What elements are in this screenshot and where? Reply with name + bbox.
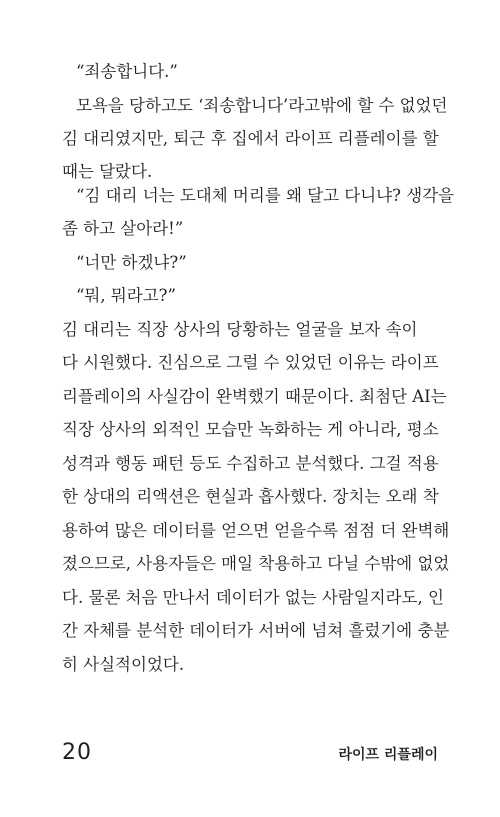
text-line: 한 상대의 리액션은 현실과 흡사했다. 장치는 오래 착	[62, 487, 439, 506]
text-line: 졌으므로, 사용자들은 매일 착용하고 다닐 수밖에 없었	[62, 554, 450, 573]
text-line: 간 자체를 분석한 데이터가 서버에 넘쳐 흘렀기에 충분	[62, 621, 450, 640]
text-line: “뭐, 뭐라고?”	[76, 286, 176, 305]
text-line: 다. 물론 처음 만나서 데이터가 없는 사람일지라도, 인	[62, 588, 444, 607]
text-line: “김 대리 너는 도대체 머리를 왜 달고 다니냐? 생각을	[76, 186, 455, 205]
page-number: 20	[62, 740, 92, 765]
text-line: 직장 상사의 외적인 모습만 녹화하는 게 아니라, 평소	[62, 420, 439, 439]
text-line: 때는 달랐다.	[62, 162, 153, 181]
text-line: 다 시원했다. 진심으로 그럴 수 있었던 이유는 라이프	[62, 353, 439, 372]
text-line: 좀 하고 살아라!”	[62, 219, 184, 238]
text-line: 히 사실적이었다.	[62, 655, 185, 674]
text-line: “죄송합니다.”	[76, 62, 178, 81]
running-title: 라이프 리플레이	[338, 747, 438, 763]
text-line: 김 대리였지만, 퇴근 후 집에서 라이프 리플레이를 할	[62, 129, 439, 148]
text-line: 김 대리는 직장 상사의 당황하는 얼굴을 보자 속이	[62, 320, 418, 339]
text-line: 용하여 많은 데이터를 얻으면 얻을수록 점점 더 완벽해	[62, 521, 450, 540]
text-line: 리플레이의 사실감이 완벽했기 때문이다. 최첨단 AI는	[62, 387, 447, 406]
text-line: “너만 하겠냐?”	[76, 253, 187, 272]
text-line: 모욕을 당하고도 ‘죄송합니다’라고밖에 할 수 없었던	[76, 96, 448, 115]
text-line: 성격과 행동 패턴 등도 수집하고 분석했다. 그걸 적용	[62, 454, 439, 473]
